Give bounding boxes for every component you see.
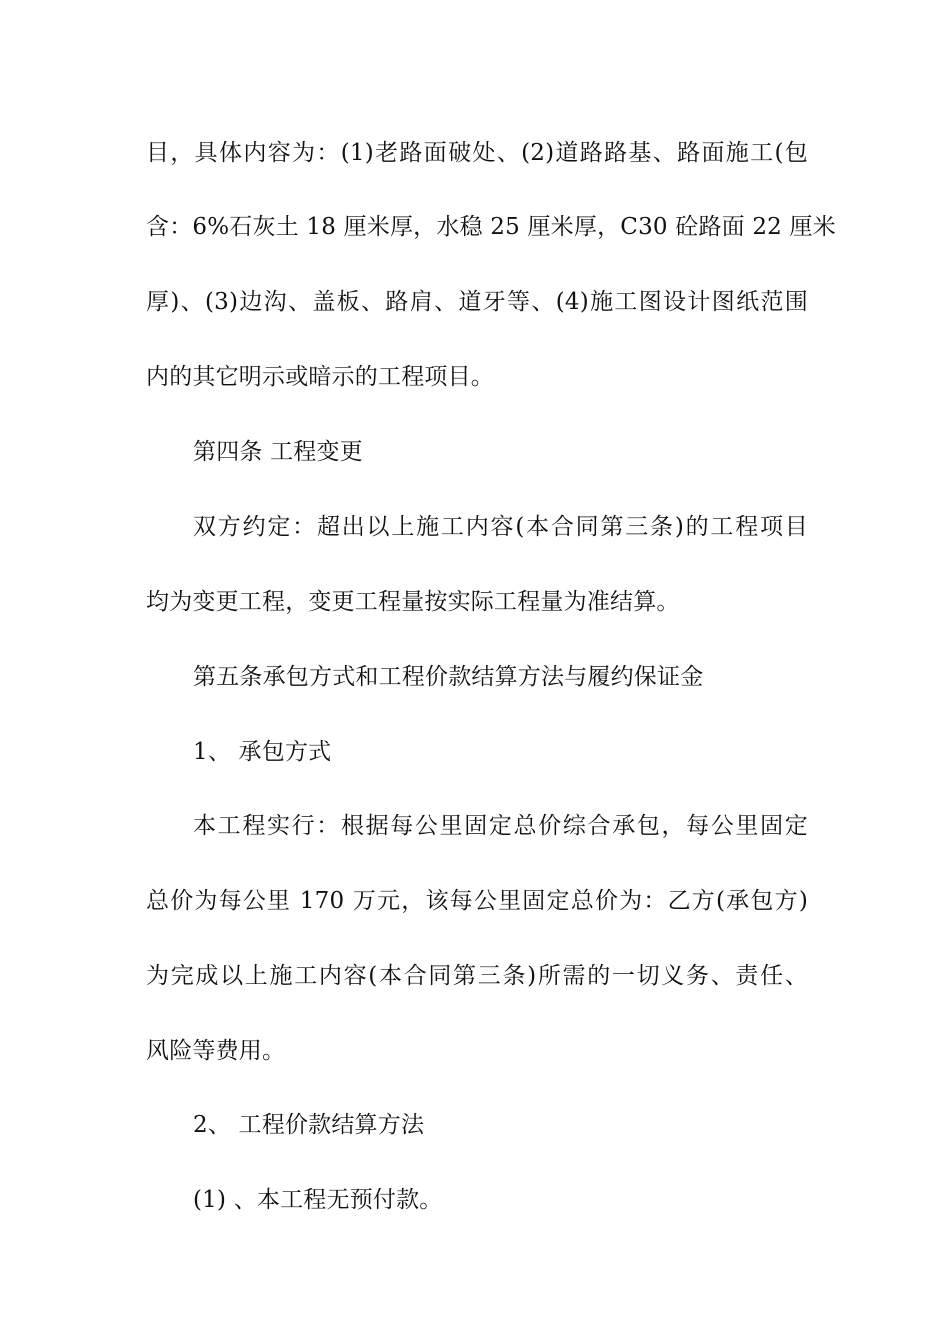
paragraph-line-6: 均为变更工程，变更工程量按实际工程量为准结算。 xyxy=(146,589,680,615)
section-heading-5: 第五条承包方式和工程价款结算方法与履约保证金 xyxy=(193,664,704,690)
paragraph-line-10: 风险等费用。 xyxy=(146,1038,286,1064)
subsection-heading-2: 2、 工程价款结算方法 xyxy=(193,1112,425,1138)
paragraph-line-2: 含：6%石灰土 18 厘米厚，水稳 25 厘米厚，C30 砼路面 22 厘米 xyxy=(146,214,836,240)
section-heading-4: 第四条 工程变更 xyxy=(193,439,363,465)
paragraph-line-3: 厚)、(3)边沟、盖板、路肩、道牙等、(4)施工图设计图纸范围 xyxy=(146,289,808,315)
list-item-1: (1) 、本工程无预付款。 xyxy=(193,1187,443,1213)
paragraph-line-4: 内的其它明示或暗示的工程项目。 xyxy=(146,364,494,390)
paragraph-line-9: 为完成以上施工内容(本合同第三条)所需的一切义务、责任、 xyxy=(146,963,808,989)
paragraph-line-1: 目，具体内容为：(1)老路面破处、(2)道路路基、路面施工(包 xyxy=(146,140,808,166)
subsection-heading-1: 1、 承包方式 xyxy=(193,739,332,765)
paragraph-line-5: 双方约定：超出以上施工内容(本合同第三条)的工程项目 xyxy=(193,514,808,540)
paragraph-line-7: 本工程实行：根据每公里固定总价综合承包，每公里固定 xyxy=(193,813,808,839)
paragraph-line-8: 总价为每公里 170 万元，该每公里固定总价为：乙方(承包方) xyxy=(146,888,808,914)
